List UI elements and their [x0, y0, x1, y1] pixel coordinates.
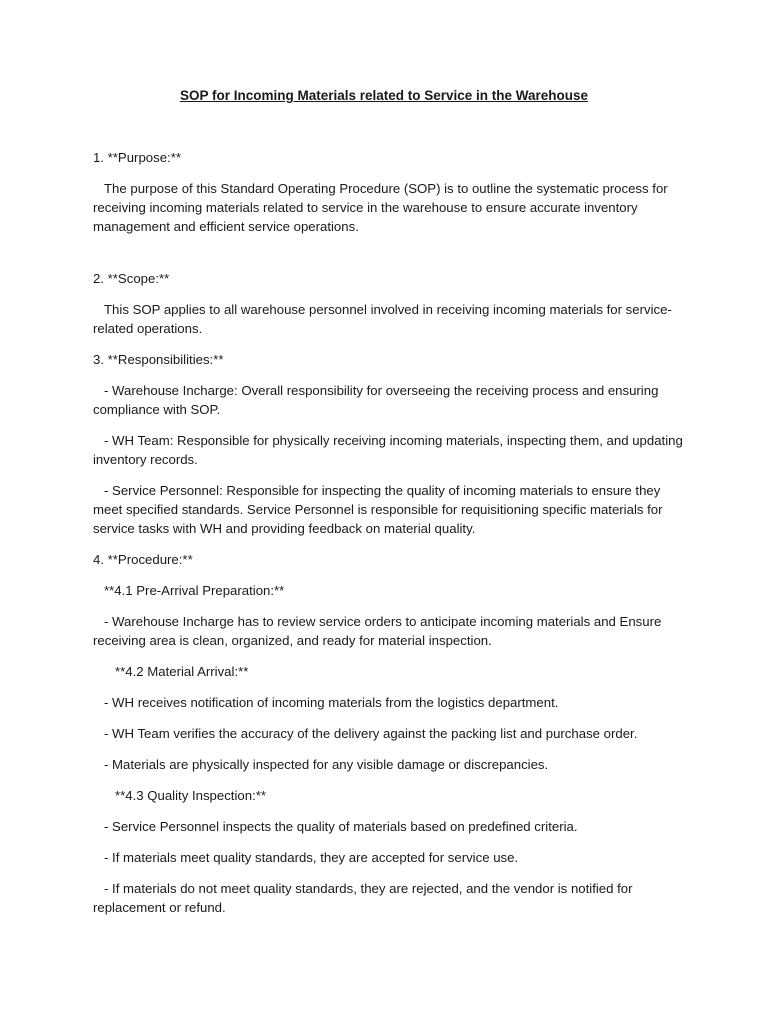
- purpose-paragraph: The purpose of this Standard Operating Procedure (SOP) is to outline the systematic process for receiving incoming materials related to service in the warehouse to ensure accurate inventory management and efficient service operations.: [93, 181, 672, 234]
- subsection-heading: **4.1 Pre-Arrival Preparation:**: [93, 583, 285, 598]
- responsibility-item: - Warehouse Incharge: Overall responsibility for overseeing the receiving process and ensuring compliance with SOP.: [93, 383, 663, 417]
- procedure-item: - WH receives notification of incoming materials from the logistics department.: [93, 695, 559, 710]
- section-heading-responsibilities: 3. **Responsibilities:**: [93, 352, 224, 367]
- subsection-heading: **4.3 Quality Inspection:**: [93, 788, 266, 803]
- procedure-item: - If materials meet quality standards, they are accepted for service use.: [93, 850, 519, 865]
- document-title: SOP for Incoming Materials related to Service in the Warehouse: [179, 88, 589, 103]
- procedure-item: - If materials do not meet quality standards, they are rejected, and the vendor is notified for replacement or refund.: [93, 881, 637, 915]
- section-heading-procedure: 4. **Procedure:**: [93, 552, 193, 567]
- responsibility-item: - Service Personnel: Responsible for inspecting the quality of incoming materials to ensure they meet specified standards. Service Personnel is responsible for requisitioning specific materials for service tasks with WH and providing feedback on material quality.: [93, 483, 667, 536]
- section-heading-scope: 2. **Scope:**: [93, 271, 170, 286]
- procedure-item: - Warehouse Incharge has to review service orders to anticipate incoming materials and Ensure receiving area is clean, organized, and ready for material inspection.: [93, 614, 665, 648]
- procedure-item: - Service Personnel inspects the quality of materials based on predefined criteria.: [93, 819, 578, 834]
- scope-paragraph: This SOP applies to all warehouse personnel involved in receiving incoming materials for service-related operations.: [93, 302, 672, 336]
- responsibility-item: - WH Team: Responsible for physically receiving incoming materials, inspecting them, and updating inventory records.: [93, 433, 687, 467]
- section-heading-purpose: 1. **Purpose:**: [93, 150, 181, 165]
- document-body: [93, 148, 687, 917]
- subsection-heading: **4.2 Material Arrival:**: [93, 664, 249, 679]
- procedure-item: - Materials are physically inspected for any visible damage or discrepancies.: [93, 757, 549, 772]
- procedure-item: - WH Team verifies the accuracy of the delivery against the packing list and purchase order.: [93, 726, 638, 741]
